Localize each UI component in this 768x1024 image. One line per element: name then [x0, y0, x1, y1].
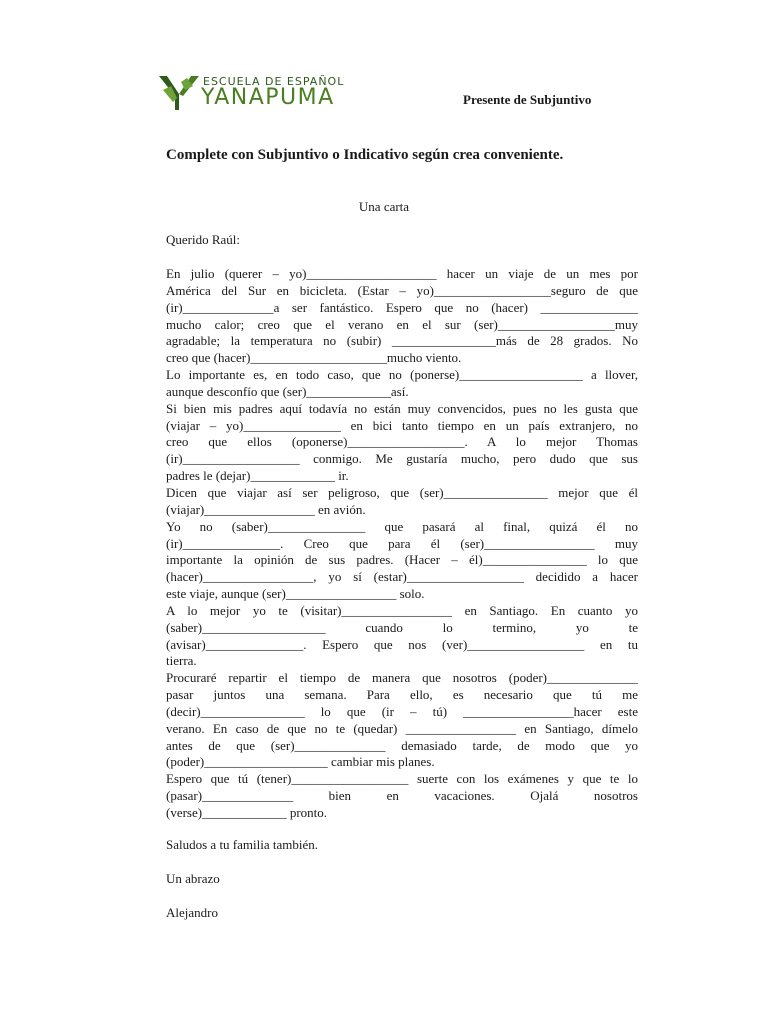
letter-line: (ir)_______________. Creo que para él (ser)_________________ muy — [166, 535, 638, 551]
letter-line: antes de que (ser)______________ demasiado tarde, de modo que yo — [166, 737, 638, 753]
letter-line: (verse)_____________ pronto. — [166, 805, 328, 820]
letter-sign-off: Un abrazo — [166, 871, 220, 886]
letter-line: creo que ellos (oponerse)__________________. A lo mejor Thomas — [166, 434, 638, 450]
letter-line: (viajar)_________________ en avión. — [166, 501, 366, 517]
letter-line: padres le (dejar)_____________ ir. — [166, 468, 349, 484]
logo-name: YANAPUMA — [201, 85, 335, 110]
letter-line: América del Sur en bicicleta. (Estar – yo)__________________seguro de que — [166, 282, 638, 298]
letter-line: Si bien mis padres aquí todavía no están muy convencidos, pues no les gusta que — [166, 400, 638, 416]
yanapuma-logo-icon — [157, 72, 201, 112]
letter-line: agradable; la temperatura no (subir) ________________más de 28 grados. No — [166, 333, 638, 349]
letter-line: (ir)______________a ser fantástico. Espero que no (hacer) _______________ — [166, 299, 638, 315]
letter-closing: Saludos a tu familia también. — [166, 837, 318, 852]
letter-line: A lo mejor yo te (visitar)_________________ en Santiago. En cuanto yo — [166, 602, 638, 618]
letter-line: mucho calor; creo que el verano en el sur (ser)__________________muy — [166, 316, 638, 332]
letter-line: Dicen que viajar así ser peligroso, que (ser)________________ mejor que él — [166, 484, 638, 500]
letter-line: (avisar)_______________. Espero que nos (ver)__________________ en tu — [166, 636, 638, 652]
letter-line: Yo no (saber)_______________ que pasará al final, quizá él no — [166, 518, 638, 534]
letter-line: (hacer)_________________, yo sí (estar)__________________ decidido a hacer — [166, 569, 638, 585]
letter-line: (decir)________________ lo que (ir – tú) _________________hacer este — [166, 703, 638, 719]
letter-line: (poder)___________________ cambiar mis planes. — [166, 754, 435, 770]
school-logo — [157, 72, 367, 112]
letter-signature: Alejandro — [166, 905, 218, 920]
letter-line: tierra. — [166, 653, 197, 669]
page-title: Presente de Subjuntivo — [463, 92, 592, 107]
letter-title: Una carta — [358, 199, 410, 214]
letter-line: Procuraré repartir el tiempo de manera que nosotros (poder)______________ — [166, 670, 638, 686]
logo-subtitle: ESCUELA DE ESPAÑOL — [203, 75, 345, 88]
letter-line: aunque desconfío que (ser)_____________así. — [166, 383, 409, 399]
letter-line: verano. En caso de que no te (quedar) _________________ en Santiago, dímelo — [166, 720, 638, 736]
letter-line: (ir)__________________ conmigo. Me gustaría mucho, pero dudo que sus — [166, 451, 638, 467]
letter-line: creo que (hacer)_____________________mucho viento. — [166, 350, 462, 366]
letter-line: Lo importante es, en todo caso, que no (ponerse)___________________ a llover, — [166, 367, 638, 383]
letter-line: (pasar)______________ bien en vacaciones. Ojalá nosotros — [166, 788, 638, 804]
exercise-instructions: Complete con Subjuntivo o Indicativo según crea conveniente. — [166, 147, 564, 163]
letter-greeting: Querido Raúl: — [166, 232, 241, 247]
letter-line: En julio (querer – yo)____________________ hacer un viaje de un mes por — [166, 266, 638, 281]
letter-line: importante la opinión de sus padres. (Hacer – él)________________ lo que — [166, 552, 638, 568]
letter-body — [166, 266, 638, 822]
letter-line: (viajar – yo)_______________ en bici tanto tiempo en un país extranjero, no — [166, 417, 638, 433]
letter-line: (saber)___________________ cuando lo termino, yo te — [166, 619, 638, 635]
letter-line: Espero que tú (tener)__________________ suerte con los exámenes y que te lo — [166, 771, 638, 787]
letter-line: este viaje, aunque (ser)_________________ solo. — [166, 586, 425, 602]
letter-line: pasar juntos una semana. Para ello, es necesario que tú me — [166, 687, 638, 703]
